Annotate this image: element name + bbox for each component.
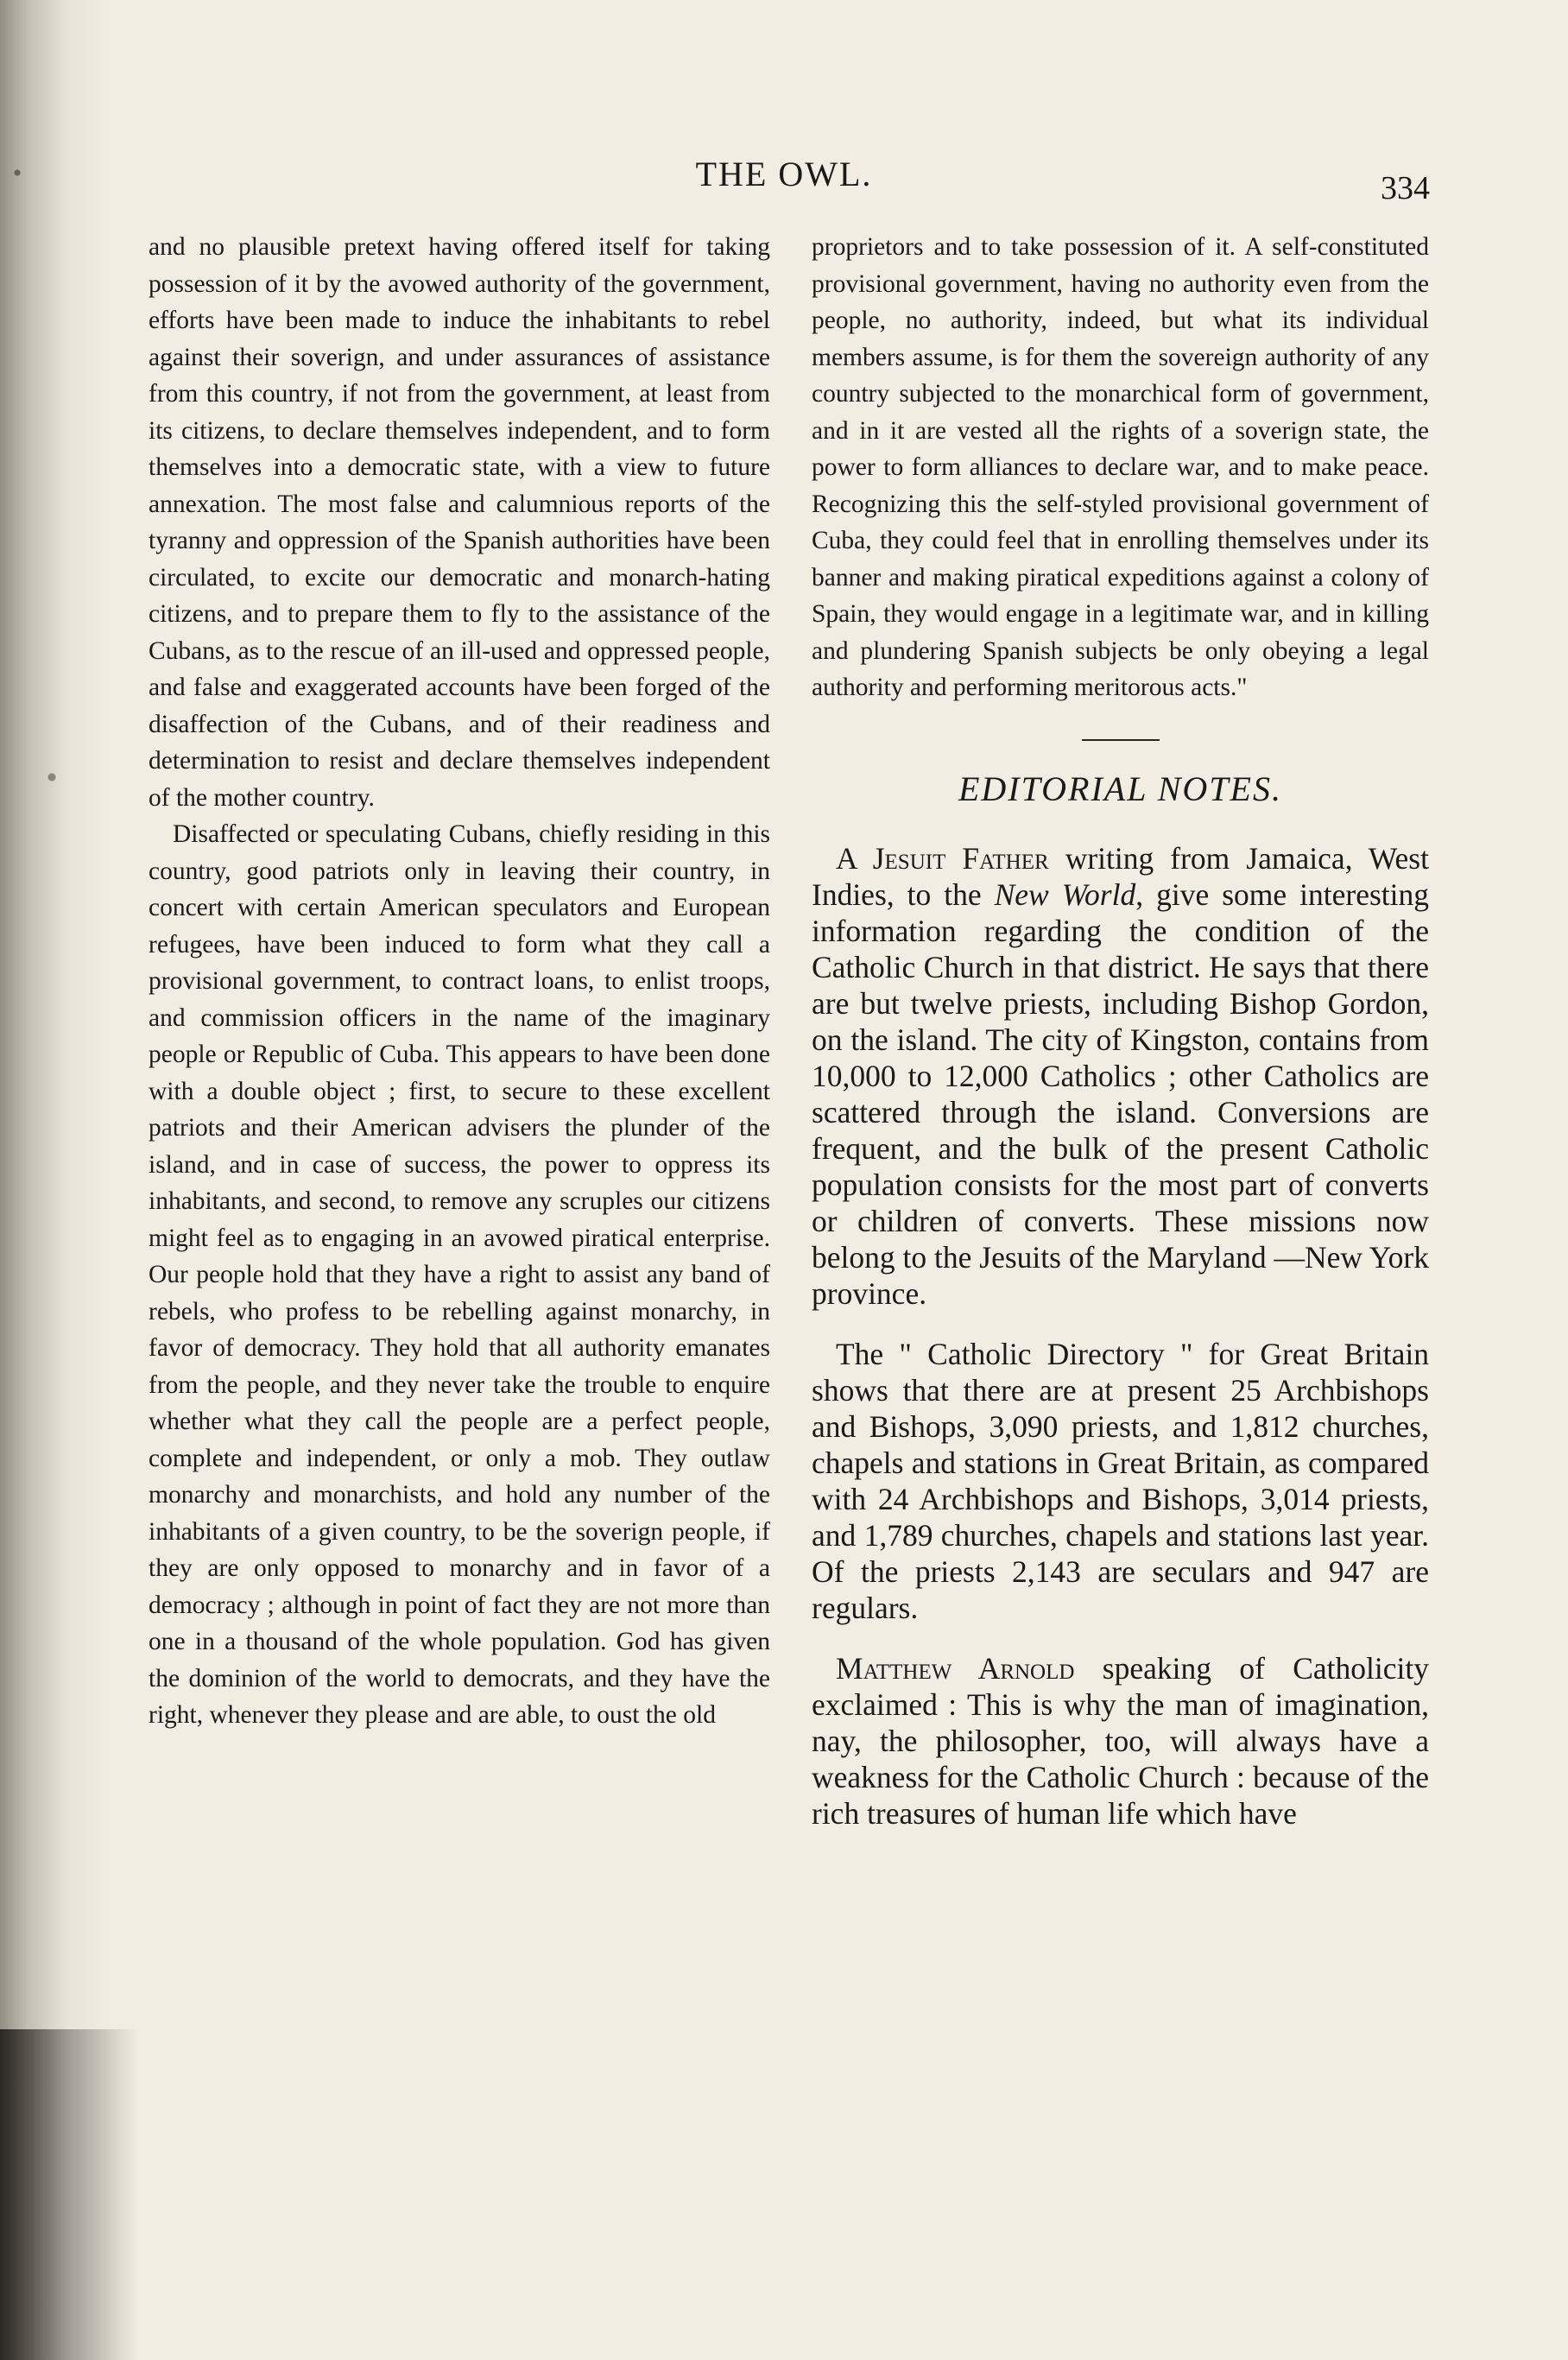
paragraph-continuation: proprietors and to take possession of it. A self-constituted provisional government, having no authority even from the people, no authority, indeed, but what its individual members assume, is for them the sovereign authority of any country subjected to the monarchical form of government, and in it are vested all the rights of a soverign state, the power to form alliances to declare war, and to make peace. Recognizing this the self-styled provisional government of Cuba, they could feel that in enrolling themselves under its banner and making piratical expeditions against a colony of Spain, they would engage in a legitimate war, and in killing and plundering Spanish subjects be only obeying a legal authority and performing meritorous acts." — [812, 233, 1429, 701]
scan-margin-shadow — [0, 0, 112, 2360]
note-text: , give some interesting information regarding the condition of the Catholic Church in that district. He says that there are but twelve priests, including Bishop Gordon, on the island. The city of Kingston, contains from 10,000 to 12,000 Catholics ; other Catholics are scattered through the island. Conversions are frequent, and the bulk of the present Catholic population consists for the most part of converts or children of converts. These missions now belong to the Jesuits of the Maryland —New York province. — [812, 876, 1429, 1311]
right-column — [812, 229, 1429, 1856]
publication-title: New World — [994, 876, 1136, 912]
note-text: writing from Jamaica, West Indies, to the — [812, 840, 1429, 912]
editorial-note: The " Catholic Directory " for Great Britain shows that there are at present 25 Archbishops and Bishops, 3,090 priests, and 1,812 churches, chapels and stations in Great Britain, as compared with 24 Archbishops and Bishops, 3,014 priests, and 1,789 churches, chapels and stations last year. Of the priests 2,143 are seculars and 947 are regulars. — [812, 1336, 1429, 1625]
note-lead: A Jesuit Father — [836, 840, 1049, 876]
editorial-note — [812, 840, 1429, 1312]
editorial-note — [812, 1650, 1429, 1832]
section-title: EDITORIAL NOTES. — [958, 769, 1282, 808]
note-text: speaking of Catholicity exclaimed : This is why the man of imagination, nay, the philosopher, too, will always have a weakness for the Catholic Church : because of the rich treasures of human life which have — [812, 1650, 1429, 1831]
note-lead: Matthew Arnold — [836, 1650, 1075, 1686]
paragraph: Disaffected or speculating Cubans, chiefly residing in this country, good patriots only in leaving their country, in concert with certain American speculators and European refugees, have been induced to form what they call a provisional government, to contract loans, to enlist troops, and commission officers in the name of the imaginary people or Republic of Cuba. This appears to have been done with a double object ; first, to secure to these excellent patriots and their American advisers the plunder of the island, and in case of success, the power to oppress its inhabitants, and second, to remove any scruples our citizens might feel as to engaging in an avowed piratical enterprise. Our people hold that they have a right to assist any band of rebels, who profess to be rebelling against monarchy, in favor of democracy. They hold that all authority emanates from the people, and they never take the trouble to enquire whether what they call the people are a perfect people, complete and independent, or only a mob. They outlaw monarchy and monarchists, and hold any number of the inhabitants of a given country, to be the soverign people, if they are only opposed to monarchy and in favor of a democracy ; although in point of fact they are not more than one in a thousand of the whole population. God has given the dominion of the world to democrats, and they have the right, whenever they please and are able, to oust the old — [149, 820, 770, 1729]
section-divider — [1082, 739, 1160, 741]
running-title: THE OWL. — [695, 155, 873, 193]
left-column — [149, 229, 770, 1734]
scan-margin-shadow-bottom — [0, 2029, 138, 2360]
page-number: 334 — [1381, 170, 1430, 206]
paragraph: and no plausible pretext having offered itself for taking possession of it by the avowed authority of the government, efforts have been made to induce the inhabitants to rebel against their soverign, and under assurances of assistance from this country, if not from the government, at least from its citizens, to declare themselves independent, and to form themselves into a democratic state, with a view to future annexation. The most false and calumnious reports of the tyranny and oppression of the Spanish authorities have been circulated, to excite our democratic and monarch-hating citizens, and to prepare them to fly to the assistance of the Cubans, as to the rescue of an ill-used and oppressed people, and false and exaggerated accounts have been forged of the disaffection of the Cubans, and of their readiness and determination to resist and declare themselves independent of the mother country. — [149, 233, 770, 812]
